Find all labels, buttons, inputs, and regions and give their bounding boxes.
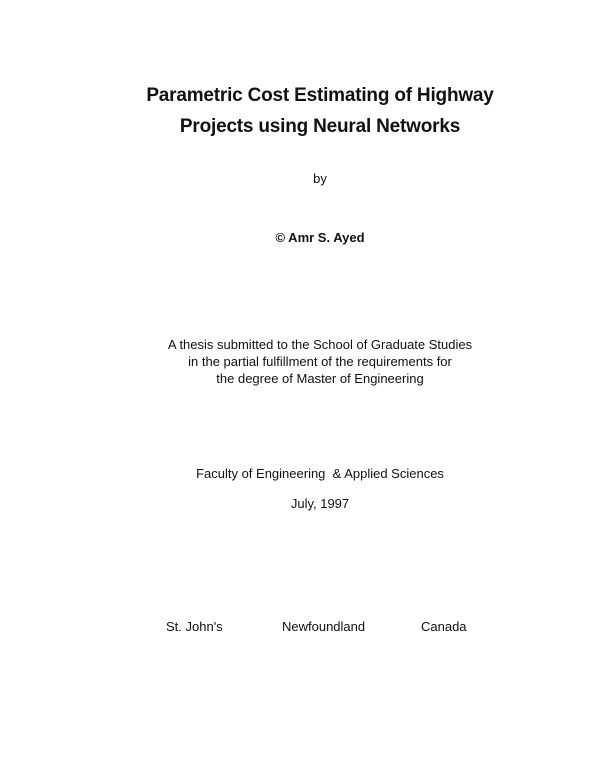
thesis-statement-line-2: in the partial fulfillment of the requirements for [188,354,452,369]
thesis-statement [0,336,600,387]
thesis-title [0,80,600,142]
by-label: by [313,171,327,186]
author-name: © Amr S. Ayed [275,230,365,245]
thesis-title-line-2: Projects using Neural Networks [179,116,461,137]
faculty-name: Faculty of Engineering & Applied Sciences [196,466,444,481]
location-country: Canada [421,619,467,634]
location-city: St. John's [166,619,223,634]
thesis-statement-line-1: A thesis submitted to the School of Graduate Studies [167,337,473,352]
location-province: Newfoundland [282,619,366,634]
thesis-title-line-1: Parametric Cost Estimating of Highway [146,85,494,106]
submission-date: July, 1997 [290,496,350,511]
thesis-statement-line-3: the degree of Master of Engineering [216,371,424,386]
